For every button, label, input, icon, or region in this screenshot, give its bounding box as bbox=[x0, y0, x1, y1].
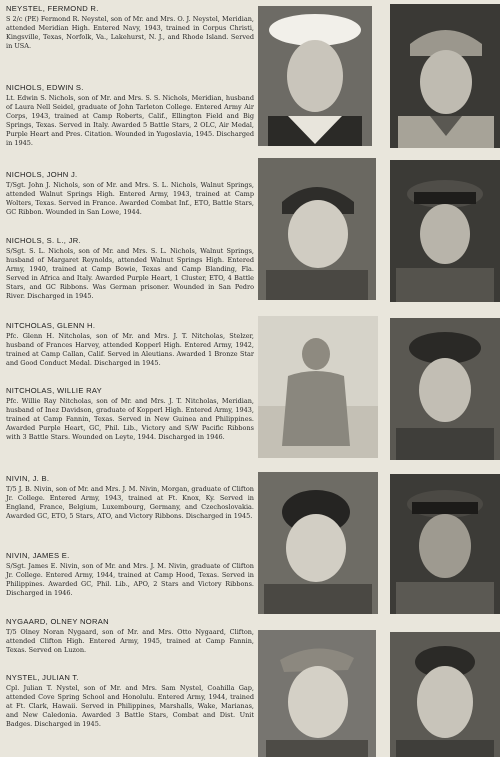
entry-bio: Pfc. Glenn H. Nitcholas, son of Mr. and Mrs. J. T. Nitcholas, Stelzer, husband of Frances Harvey, attended Kopperl High. Entered Army, 1942, trained at Camp Callan, Calif. Served in Aleutians. Awarded 1 Bronze Star and Good Conduct Medal. Discharged in 1945. bbox=[6, 332, 254, 367]
entry-name: NICHOLS, JOHN J. bbox=[6, 170, 78, 179]
portrait-photo bbox=[258, 630, 376, 757]
entry-bio: S/Sgt. James E. Nivin, son of Mr. and Mrs. J. M. Nivin, graduate of Clifton Jr. College. Entered Army, 1944, trained at Camp Hood, Texas. Served in Philippines. Awarded GC, Phil. Lib., APO, 2 Stars and Victory Ribbons. Discharged in 1946. bbox=[6, 562, 254, 597]
entry-name: NYSTEL, JULIAN T. bbox=[6, 673, 79, 682]
portrait-photo bbox=[390, 318, 500, 460]
entry-bio: T/5 J. B. Nivin, son of Mr. and Mrs. J. M. Nivin, Morgan, graduate of Clifton Jr. College. Entered Army, 1943, trained at Ft. Knox, Ky. Served in England, France, Belgium, Luxembourg, Germany, and Czechoslovakia. Awarded GC, ETO, 5 Stars, ATO, and Victory Ribbons. Discharged in 1945. bbox=[6, 485, 254, 520]
portrait-photo bbox=[390, 632, 500, 757]
entry-bio: Pfc. Willie Ray Nitcholas, son of Mr. and Mrs. J. T. Nitcholas, Meridian, husband of Inez Davidson, graduate of Kopperl High. Entered Army, 1943, trained at Camp Fannin, Texas. Served in New Guinea and Philippines. Awarded Purple Heart, GC, Phil. Lib., Victory and S/W Pacific Ribbons with 3 Battle Stars. Wounded on Leyte, 1944. Discharged in 1946. bbox=[6, 397, 254, 441]
list-item bbox=[6, 321, 254, 368]
entry-name: NIVIN, JAMES E. bbox=[6, 551, 70, 560]
list-item bbox=[6, 673, 254, 729]
entry-bio: T/5 Olney Noran Nygaard, son of Mr. and Mrs. Otto Nygaard, Clifton, attended Clifton High. Entered Army, 1945, trained at Camp Fannin, Texas. Served on Luzon. bbox=[6, 628, 254, 654]
portrait-photo bbox=[390, 4, 500, 148]
entry-name: NITCHOLAS, WILLIE RAY bbox=[6, 386, 103, 395]
entry-bio: S/Sgt. S. L. Nichols, son of Mr. and Mrs. S. L. Nichols, Walnut Springs, husband of Margaret Reynolds, attended Walnut Springs High. Entered Army, 1940, trained at Camp Bowie, Texas and Camp Blanding, Fla. Served in Africa and Italy. Awarded Purple Heart, 1 Cluster, ETO, 4 Battle Stars, and GC Ribbons. Was German prisoner. Wounded in San Pedro River. Discharged in 1945. bbox=[6, 247, 254, 300]
entry-name: NYGAARD, OLNEY NORAN bbox=[6, 617, 109, 626]
portrait-photo bbox=[258, 6, 372, 146]
list-item bbox=[6, 83, 254, 147]
portrait-photo bbox=[258, 316, 378, 458]
portrait-photo bbox=[390, 160, 500, 302]
list-item bbox=[6, 236, 254, 300]
entry-name: NEYSTEL, FERMOND R. bbox=[6, 4, 99, 13]
list-item bbox=[6, 170, 254, 217]
entry-name: NIVIN, J. B. bbox=[6, 474, 50, 483]
portrait-photo bbox=[258, 158, 376, 300]
entry-name: NICHOLS, EDWIN S. bbox=[6, 83, 84, 92]
list-item bbox=[6, 617, 254, 655]
list-item bbox=[6, 551, 254, 598]
entry-bio: Lt. Edwin S. Nichols, son of Mr. and Mrs. S. S. Nichols, Meridian, husband of Laura Nell Seidel, graduate of John Tarleton College. Entered Army Air Corps, 1943, trained at Camp Roberts, Calif., Ellington Field and Big Springs, Texas. Served in Italy. Awarded 5 Battle Stars, 2 OLC, Air Medal, Purple Heart and Pres. Citation. Wounded in Yugoslavia, 1945. Discharged in 1945. bbox=[6, 94, 254, 147]
entry-name: NICHOLS, S. L., JR. bbox=[6, 236, 81, 245]
list-item bbox=[6, 386, 254, 442]
entry-bio: S 2/c (PE) Fermond R. Neystel, son of Mr. and Mrs. O. J. Neystel, Meridian, attended Meridian High. Entered Navy, 1943, trained in Corpus Christi, Kingsville, Texas, Norfolk, Va., Lakehurst, N. J., and Rhode Island. Served in USA. bbox=[6, 15, 254, 50]
portrait-photo bbox=[258, 472, 378, 614]
portrait-photo bbox=[390, 474, 500, 614]
entry-name: NITCHOLAS, GLENN H. bbox=[6, 321, 96, 330]
entry-bio: T/Sgt. John J. Nichols, son of Mr. and Mrs. S. L. Nichols, Walnut Springs, attended Walnut Springs High. Entered Army, 1943, trained at Camp Wolters, Texas. Served in France. Awarded Combat Inf., ETO, Battle Stars, GC Ribbon. Wounded in San Lowe, 1944. bbox=[6, 181, 254, 216]
list-item bbox=[6, 4, 254, 51]
entry-bio: Cpl. Julian T. Nystel, son of Mr. and Mrs. Sam Nystel, Coahilla Gap, attended Cove Spring School and Honolulu. Entered Army, 1944, trained at Ft. Clark, Hawaii. Served in Philippines, Marshalls, Wake, Marianas, and New Caledonia. Awarded 3 Battle Stars, Combat and Dist. Unit Badges. Discharged in 1945. bbox=[6, 684, 254, 728]
portrait-column bbox=[258, 0, 500, 757]
list-item bbox=[6, 474, 254, 521]
